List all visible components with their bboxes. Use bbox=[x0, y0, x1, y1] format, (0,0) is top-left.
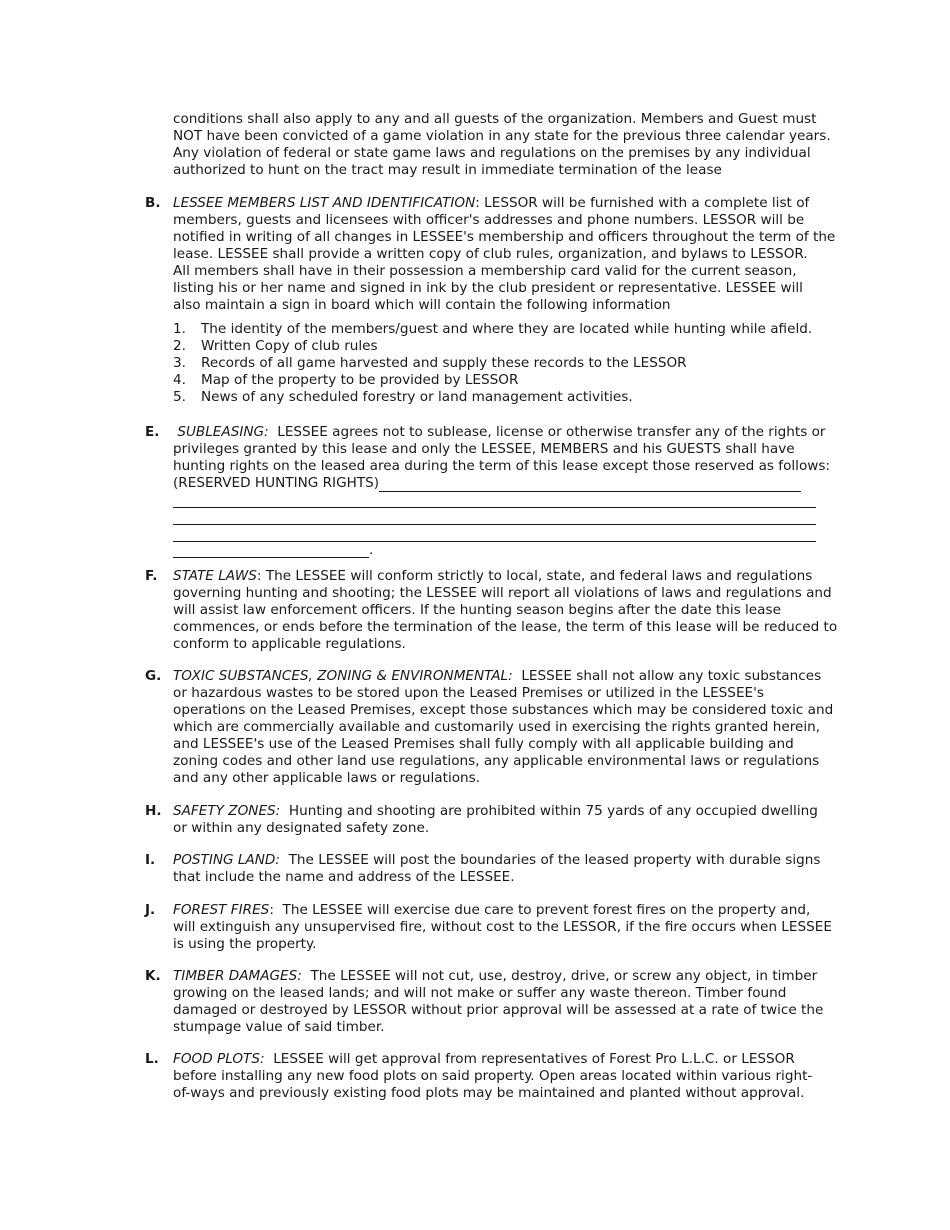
section-letter: B. bbox=[145, 195, 161, 211]
section-heading: SAFETY ZONES: bbox=[173, 803, 281, 819]
reserved-rights-period: . bbox=[369, 542, 374, 558]
reserved-rights-blank-line[interactable] bbox=[173, 524, 816, 525]
section-line: operations on the Leased Premises, except those substances which may be considered toxic and bbox=[173, 702, 834, 718]
section-body bbox=[173, 195, 873, 314]
list-item bbox=[173, 321, 873, 338]
section-heading: STATE LAWS bbox=[173, 568, 257, 584]
section-line: governing hunting and shooting; the LESSEE will report all violations of laws and regulations and bbox=[173, 585, 832, 601]
section-line: growing on the leased lands; and will not make or suffer any waste thereon. Timber found bbox=[173, 985, 787, 1001]
reserved-rights-blank[interactable] bbox=[379, 479, 801, 492]
section-letter: F. bbox=[145, 568, 158, 584]
reserved-rights-blank-line[interactable] bbox=[173, 507, 816, 508]
section-letter: I. bbox=[145, 852, 156, 868]
section-line: of-ways and previously existing food plots may be maintained and planted without approval. bbox=[173, 1085, 805, 1101]
list-item bbox=[173, 338, 873, 355]
section-line: before installing any new food plots on said property. Open areas located within various right- bbox=[173, 1068, 813, 1084]
section-line: commences, or ends before the termination of the lease, the term of this lease will be reduced to bbox=[173, 619, 838, 635]
section-body bbox=[173, 668, 873, 787]
reserved-rights-blank-line[interactable] bbox=[173, 557, 369, 558]
section-text: LESSEE agrees not to sublease, license or otherwise transfer any of the rights or bbox=[268, 424, 826, 440]
section-line: hunting rights on the leased area during the term of this lease except those reserved as follows: bbox=[173, 458, 831, 474]
section-line: will extinguish any unsupervised fire, without cost to the LESSOR, if the fire occurs when LESSEE bbox=[173, 919, 832, 935]
section-heading: FOREST FIRES bbox=[173, 902, 270, 918]
section-heading: LESSEE MEMBERS LIST AND IDENTIFICATION bbox=[173, 195, 476, 211]
section-line: and any other applicable laws or regulations. bbox=[173, 770, 481, 786]
section-text: : The LESSEE will conform strictly to local, state, and federal laws and regulations bbox=[256, 568, 813, 584]
section-line: which are commercially available and customarily used in exercising the rights granted herein, bbox=[173, 719, 821, 735]
section-letter: H. bbox=[145, 803, 162, 819]
section-text: Hunting and shooting are prohibited within 75 yards of any occupied dwelling bbox=[280, 803, 818, 819]
list-text: Written Copy of club rules bbox=[201, 338, 378, 354]
section-heading: SUBLEASING: bbox=[177, 424, 269, 440]
section-first-line bbox=[173, 668, 873, 685]
section-heading: TIMBER DAMAGES: bbox=[173, 968, 302, 984]
section-body bbox=[173, 852, 873, 886]
section-line: also maintain a sign in board which will contain the following information bbox=[173, 297, 671, 313]
intro-line: authorized to hunt on the tract may result in immediate termination of the lease bbox=[173, 162, 722, 178]
list-text: Map of the property to be provided by LESSOR bbox=[201, 372, 519, 388]
section-line: listing his or her name and signed in ink by the club president or representative. LESSEE will bbox=[173, 280, 803, 296]
section-body bbox=[173, 968, 873, 1036]
section-line: or hazardous wastes to be stored upon the Leased Premises or utilized in the LESSEE's bbox=[173, 685, 764, 701]
section-line: stumpage value of said timber. bbox=[173, 1019, 385, 1035]
list-number: 5. bbox=[173, 389, 186, 405]
section-line: damaged or destroyed by LESSOR without prior approval will be assessed at a rate of twice the bbox=[173, 1002, 824, 1018]
section-text: : The LESSEE will exercise due care to prevent forest fires on the property and, bbox=[269, 902, 811, 918]
section-first-line bbox=[173, 852, 873, 869]
section-line: privileges granted by this lease and only the LESSEE, MEMBERS and his GUESTS shall have bbox=[173, 441, 795, 457]
section-line: conform to applicable regulations. bbox=[173, 636, 406, 652]
section-first-line bbox=[173, 803, 873, 820]
section-letter: E. bbox=[145, 424, 160, 440]
section-first-line bbox=[173, 902, 873, 919]
section-heading: FOOD PLOTS: bbox=[173, 1051, 265, 1067]
reserved-rights-blank-line[interactable] bbox=[173, 541, 816, 542]
section-heading: POSTING LAND: bbox=[173, 852, 280, 868]
intro-line: NOT have been convicted of a game violation in any state for the previous three calendar years. bbox=[173, 128, 831, 144]
reserved-rights-label: (RESERVED HUNTING RIGHTS) bbox=[173, 475, 380, 491]
section-line: lease. LESSEE shall provide a written copy of club rules, organization, and bylaws to LESSOR. bbox=[173, 246, 808, 262]
section-heading: TOXIC SUBSTANCES, ZONING & ENVIRONMENTAL: bbox=[173, 668, 513, 684]
reserved-rights-line bbox=[173, 475, 873, 492]
list-number: 3. bbox=[173, 355, 186, 371]
section-line: notified in writing of all changes in LESSEE's membership and officers throughout the term of the bbox=[173, 229, 836, 245]
section-line: is using the property. bbox=[173, 936, 317, 952]
list-item bbox=[173, 372, 873, 389]
list-item bbox=[173, 355, 873, 372]
list-text: The identity of the members/guest and where they are located while hunting while afield. bbox=[201, 321, 813, 337]
section-first-line bbox=[173, 968, 873, 985]
section-line: All members shall have in their possession a membership card valid for the current season, bbox=[173, 263, 797, 279]
section-first-line bbox=[173, 195, 873, 212]
intro-paragraph bbox=[173, 111, 873, 179]
section-line: will assist law enforcement officers. If the hunting season begins after the date this lease bbox=[173, 602, 781, 618]
section-text: : LESSOR will be furnished with a complete list of bbox=[475, 195, 810, 211]
section-text: The LESSEE will not cut, use, destroy, drive, or screw any object, in timber bbox=[301, 968, 818, 984]
section-line: and LESSEE's use of the Leased Premises shall fully comply with all applicable building and bbox=[173, 736, 794, 752]
list-text: News of any scheduled forestry or land management activities. bbox=[201, 389, 633, 405]
section-text: LESSEE shall not allow any toxic substances bbox=[512, 668, 822, 684]
intro-line: Any violation of federal or state game laws and regulations on the premises by any individual bbox=[173, 145, 811, 161]
section-first-line bbox=[173, 424, 873, 441]
section-letter: G. bbox=[145, 668, 162, 684]
section-line: zoning codes and other land use regulations, any applicable environmental laws or regulations bbox=[173, 753, 820, 769]
section-line: or within any designated safety zone. bbox=[173, 820, 430, 836]
section-text: The LESSEE will post the boundaries of the leased property with durable signs bbox=[279, 852, 821, 868]
intro-line: conditions shall also apply to any and all guests of the organization. Members and Guest must bbox=[173, 111, 817, 127]
section-body bbox=[173, 424, 873, 492]
sign-in-board-list bbox=[173, 321, 873, 406]
section-body bbox=[173, 902, 873, 953]
list-number: 4. bbox=[173, 372, 186, 388]
list-item bbox=[173, 389, 873, 406]
section-body bbox=[173, 568, 873, 653]
list-number: 1. bbox=[173, 321, 186, 337]
section-line: that include the name and address of the LESSEE. bbox=[173, 869, 515, 885]
list-number: 2. bbox=[173, 338, 186, 354]
list-text: Records of all game harvested and supply these records to the LESSOR bbox=[201, 355, 687, 371]
section-letter: K. bbox=[145, 968, 161, 984]
section-letter: J. bbox=[145, 902, 156, 918]
section-first-line bbox=[173, 1051, 873, 1068]
section-body bbox=[173, 803, 873, 837]
section-letter: L. bbox=[145, 1051, 159, 1067]
section-text: LESSEE will get approval from representatives of Forest Pro L.L.C. or LESSOR bbox=[264, 1051, 795, 1067]
section-body bbox=[173, 1051, 873, 1102]
section-line: members, guests and licensees with officer's addresses and phone numbers. LESSOR will be bbox=[173, 212, 805, 228]
section-first-line bbox=[173, 568, 873, 585]
